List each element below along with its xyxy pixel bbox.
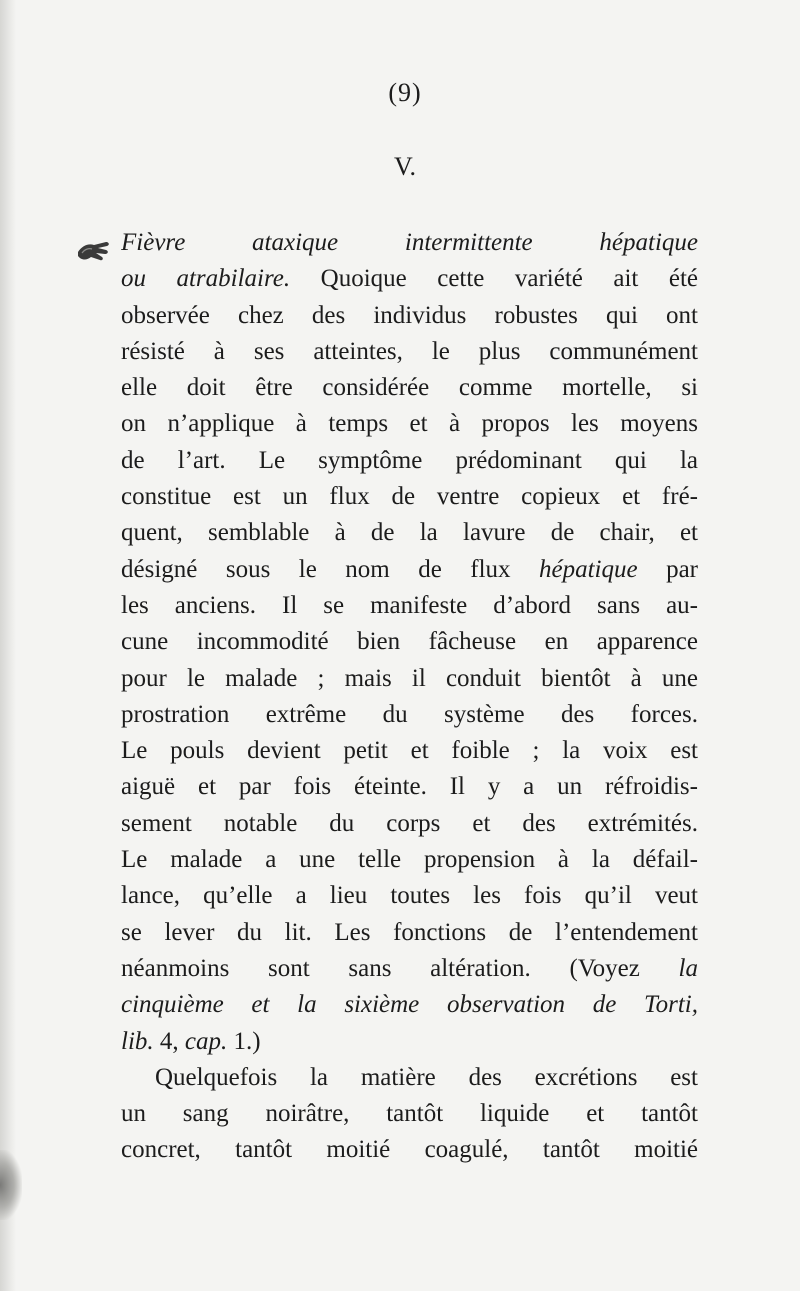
text-segment: Quelquefois la matière des excrétions est: [155, 1063, 698, 1091]
text-segment: elle doit être considérée comme mortelle, si: [121, 374, 698, 402]
text-segment: quent, semblable à de la lavure de chair, et: [121, 519, 698, 547]
section-heading: V.: [394, 152, 416, 181]
text-line: [121, 588, 698, 624]
text-line: [121, 878, 698, 914]
text-segment: concret, tantôt moitié coagulé, tantôt moitié: [121, 1136, 698, 1164]
page-edge-blot: [0, 1150, 22, 1220]
italic-text-segment: lib.: [121, 1027, 154, 1055]
text-segment: aiguë et par fois éteinte. Il y a un réfroidis-: [121, 773, 698, 801]
page-number: (9): [388, 78, 422, 107]
text-line: [121, 479, 698, 515]
text-line: [121, 515, 698, 551]
text-line: [121, 769, 698, 805]
text-segment: prostration extrême du système des forces.: [121, 700, 698, 728]
text-segment: néanmoins sont sans altération. (Voyez: [121, 954, 679, 982]
italic-text-segment: cinquième et la sixième observation de Torti,: [121, 991, 698, 1019]
text-segment: Le pouls devient petit et foible ; la voix est: [121, 737, 698, 765]
text-segment: de l’art. Le symptôme prédominant qui la: [121, 446, 698, 474]
text-line: [121, 733, 698, 769]
text-line: [121, 406, 698, 442]
text-segment: on n’applique à temps et à propos les moyens: [121, 410, 698, 438]
text-segment: Le malade a une telle propension à la défail-: [121, 846, 698, 874]
page-spine-shadow: [0, 0, 16, 1291]
text-line: [121, 697, 698, 733]
body-text: [121, 225, 698, 1169]
text-segment: cune incommodité bien fâcheuse en apparence: [121, 628, 698, 656]
text-segment: lance, qu’elle a lieu toutes les fois qu’il veut: [121, 882, 698, 910]
text-line: [121, 1096, 698, 1132]
text-line: [121, 1132, 698, 1168]
text-segment: pour le malade ; mais il conduit bientôt à une: [121, 664, 698, 692]
italic-text-segment: ou atrabilaire.: [121, 265, 291, 293]
text-line: [121, 624, 698, 660]
text-segment: les anciens. Il se manifeste d’abord sans au-: [121, 591, 698, 619]
text-line: [121, 661, 698, 697]
italic-text-segment: cap.: [184, 1027, 228, 1055]
text-segment: observée chez des individus robustes qui ont: [121, 301, 698, 329]
italic-text-segment: hépatique: [539, 555, 638, 583]
text-line: [121, 1060, 698, 1096]
text-line: [121, 1024, 698, 1060]
text-line: [121, 552, 698, 588]
italic-text-segment: la: [678, 954, 698, 982]
text-line: [121, 842, 698, 878]
pointing-hand-icon: [76, 238, 112, 268]
text-segment: constitue est un flux de ventre copieux et fré-: [121, 483, 698, 511]
text-line: [121, 261, 698, 297]
text-line: [121, 334, 698, 370]
text-line: [121, 225, 698, 261]
text-line: [121, 915, 698, 951]
text-segment: 4,: [153, 1027, 185, 1055]
text-segment: se lever du lit. Les fonctions de l’entendement: [121, 918, 698, 946]
text-line: [121, 443, 698, 479]
text-line: [121, 951, 698, 987]
italic-text-segment: Fièvre ataxique intermittente hépatique: [121, 229, 698, 256]
text-line: [121, 806, 698, 842]
text-segment: Quoique cette variété ait été: [290, 265, 698, 293]
text-segment: par: [637, 555, 698, 583]
text-segment: 1.): [227, 1027, 261, 1055]
text-segment: désigné sous le nom de flux: [121, 555, 540, 583]
text-line: [121, 987, 698, 1023]
text-segment: résisté à ses atteintes, le plus communément: [121, 337, 698, 365]
text-line: [121, 298, 698, 334]
text-segment: sement notable du corps et des extrémités.: [121, 809, 698, 837]
text-line: [121, 370, 698, 406]
text-segment: un sang noirâtre, tantôt liquide et tantôt: [121, 1100, 698, 1128]
